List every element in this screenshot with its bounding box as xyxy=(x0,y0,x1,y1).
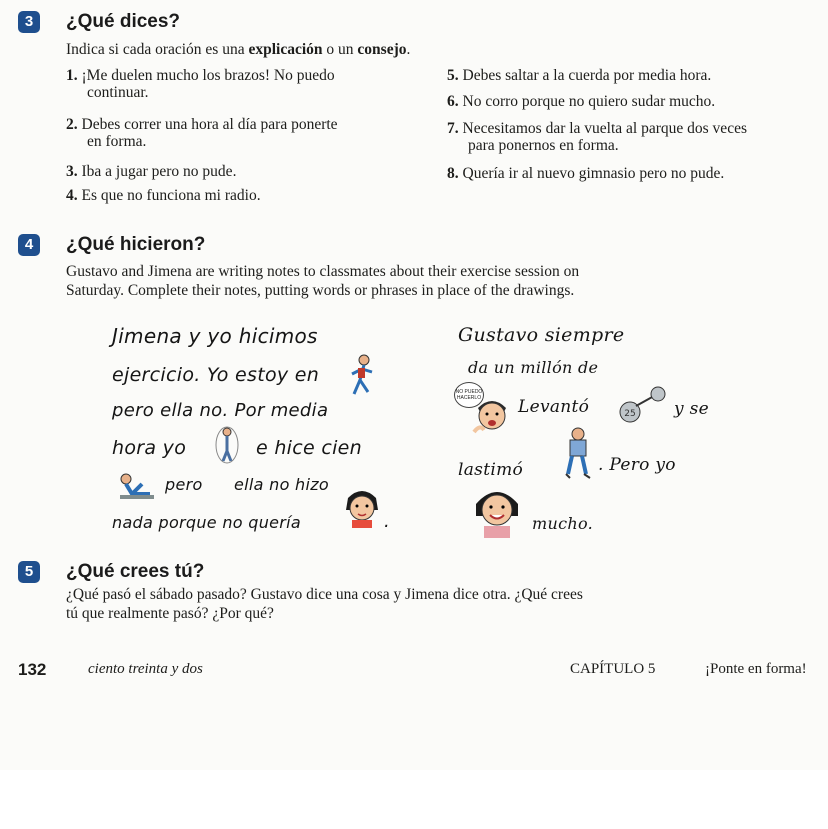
note-left-line-2: ejercicio. Yo estoy en xyxy=(112,364,320,386)
item-3: 3. Iba a jugar pero no pude. xyxy=(66,163,237,180)
jimena-smiling-drawing xyxy=(472,480,522,538)
note-left-line-3: pero ella no. Por media xyxy=(112,400,329,421)
page-number-words: ciento treinta y dos xyxy=(88,661,203,677)
exercise-4-badge: 4 xyxy=(18,234,40,256)
page-bottom-margin xyxy=(0,770,828,829)
note-right-line-4a: lastimó xyxy=(458,460,524,480)
gustavo-face-drawing xyxy=(470,392,514,438)
instr-text: Indica si cada oración es una xyxy=(66,41,249,58)
exercise-3-title: ¿Qué dices? xyxy=(66,11,181,32)
note-right-line-1: Gustavo siempre xyxy=(458,324,625,346)
item-7: 7. Necesitamos dar la vuelta al parque dos veces para ponernos en forma. xyxy=(447,120,747,154)
exercise-4-instructions: Gustavo and Jimena are writing notes to classmates about their exercise session on Saturday. Complete their notes, putting words or phrases in place of the drawings. xyxy=(66,263,580,299)
svg-text:25: 25 xyxy=(624,409,636,419)
note-left-line-5b: ella no hizo xyxy=(234,475,330,494)
page-number: 132 xyxy=(18,660,47,679)
note-left-line-6-end: . xyxy=(384,511,391,532)
note-left-line-4b: e hice cien xyxy=(256,437,362,459)
jimena-face-drawing xyxy=(342,484,382,528)
note-right-line-5: mucho. xyxy=(532,514,593,533)
note-right-line-3b: y se xyxy=(674,399,709,419)
instr-bold-consejo: consejo xyxy=(357,41,407,58)
exercise-4-title: ¿Qué hicieron? xyxy=(66,234,206,255)
note-left-line-5a: pero xyxy=(165,475,203,494)
chapter-title: ¡Ponte en forma! xyxy=(705,661,807,677)
note-right-line-4b: . Pero yo xyxy=(598,455,676,475)
exercise-3-instructions xyxy=(66,41,410,59)
note-left-line-4a: hora yo xyxy=(112,437,187,459)
item-8: 8. Quería ir al nuevo gimnasio pero no pude. xyxy=(447,165,725,182)
situps-drawing xyxy=(112,470,158,502)
exercise-3-badge: 3 xyxy=(18,11,40,33)
item-1: 1. ¡Me duelen mucho los brazos! No puedo continuar. xyxy=(66,67,335,101)
exercise-5-title: ¿Qué crees tú? xyxy=(66,561,205,582)
runner-drawing xyxy=(346,354,376,400)
item-4: 4. Es que no funciona mi radio. xyxy=(66,187,261,204)
note-right-line-3a: Levantó xyxy=(518,397,590,417)
injured-boy-drawing xyxy=(556,426,596,482)
note-right-line-2: da un millón de xyxy=(468,358,599,377)
instr-text: . xyxy=(406,41,411,58)
note-left-line-6: nada porque no quería xyxy=(112,513,302,532)
item-5: 5. Debes saltar a la cuerda por media hora. xyxy=(447,67,712,84)
note-left-line-1: Jimena y yo hicimos xyxy=(112,324,318,348)
dumbbell-drawing xyxy=(618,386,670,426)
exercise-5-badge: 5 xyxy=(18,561,40,583)
item-6: 6. No corro porque no quiero sudar mucho. xyxy=(447,93,716,110)
speech-bubble: NO PUEDO HACERLO xyxy=(454,382,484,408)
exercise-5-text: ¿Qué pasó el sábado pasado? Gustavo dice una cosa y Jimena dice otra. ¿Qué crees tú que realmente pasó? ¿Por qué? xyxy=(66,586,583,622)
item-2: 2. Debes correr una hora al día para ponerte en forma. xyxy=(66,116,338,150)
chapter-label: CAPÍTULO 5 xyxy=(570,661,656,677)
instr-bold-explicacion: explicación xyxy=(248,41,323,58)
jumping-rope-drawing xyxy=(215,425,239,465)
instr-text: o un xyxy=(322,41,358,58)
